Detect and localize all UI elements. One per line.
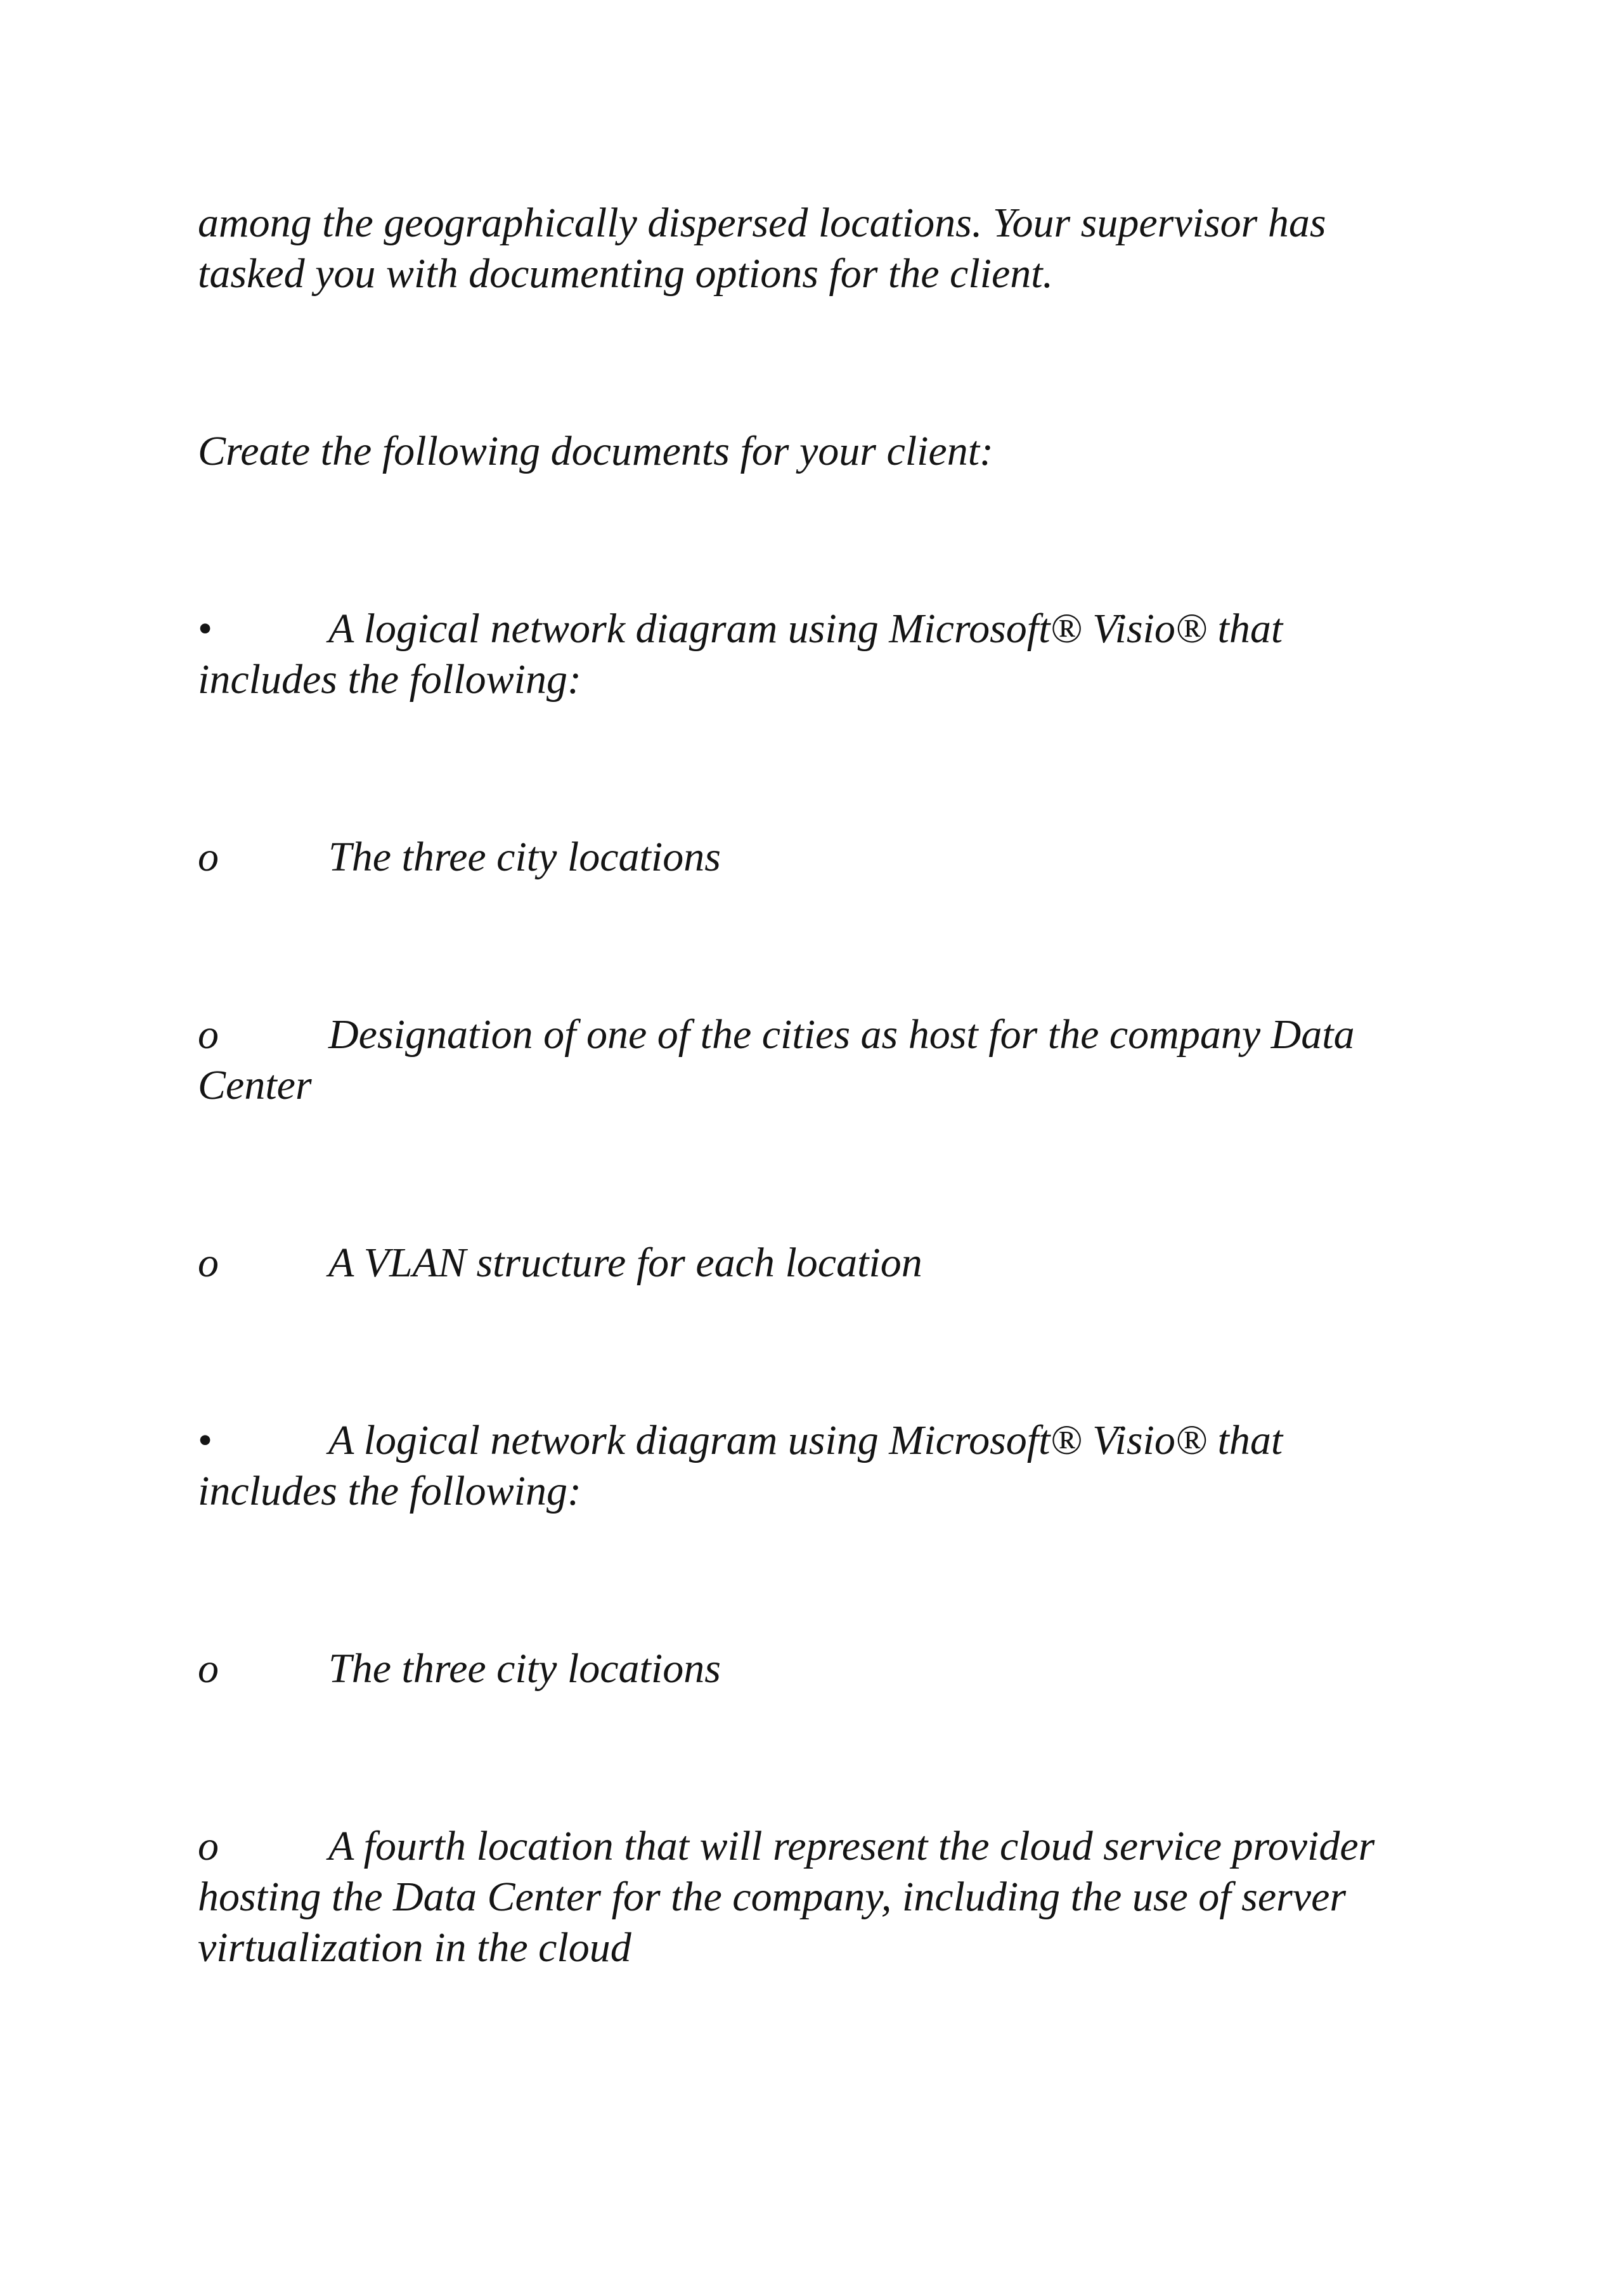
sub-bullet-marker: o (198, 1823, 219, 1869)
list-item-text: A logical network diagram using Microsoft® Visio® that (328, 1417, 1283, 1463)
list-item-text: includes the following: (198, 656, 581, 703)
sub-bullet-marker: o (198, 1240, 219, 1286)
bullet-marker: • (198, 1417, 213, 1463)
list-item-text: The three city locations (328, 1645, 721, 1692)
list-item-text: A fourth location that will represent the cloud service provider (328, 1823, 1375, 1869)
sub-bullet-marker: o (198, 1645, 219, 1692)
list-item-text: A VLAN structure for each location (328, 1240, 922, 1286)
list-item-text: hosting the Data Center for the company, including the use of server (198, 1874, 1347, 1920)
intro-line-1: among the geographically dispersed locations. Your supervisor has (198, 200, 1326, 246)
list-item-text: includes the following: (198, 1468, 581, 1514)
sub-bullet-marker: o (198, 834, 219, 880)
sub-bullet-marker: o (198, 1011, 219, 1058)
list-item-text: A logical network diagram using Microsoft® Visio® that (328, 606, 1283, 652)
create-heading: Create the following documents for your client: (198, 428, 994, 474)
list-item-text: Center (198, 1062, 312, 1108)
bullet-marker: • (198, 606, 213, 652)
list-item-text: virtualization in the cloud (198, 1924, 631, 1971)
list-item-text: Designation of one of the cities as host for the company Data (328, 1011, 1355, 1058)
list-item-text: The three city locations (328, 834, 721, 880)
intro-line-2: tasked you with documenting options for the client. (198, 250, 1054, 297)
